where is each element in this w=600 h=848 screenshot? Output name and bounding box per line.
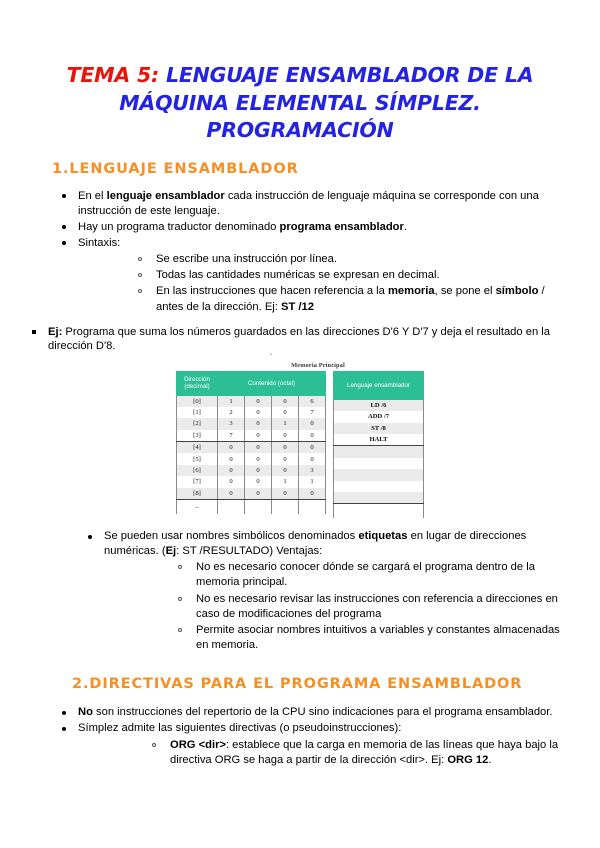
cell-octal-digit: 0 [245,453,272,464]
cell-address: [4] [177,442,218,454]
cell-octal-digit: 7 [218,430,245,442]
cell-assembler [334,492,424,504]
b2-post: . [403,220,407,233]
section-2-heading: 2.DIRECTIVAS PARA EL PROGRAMA ENSAMBLADOR [72,676,523,693]
at-b1-post: en lugar de direcciones numéricas. ( [104,530,527,557]
cell-octal-digit: 0 [245,418,272,429]
table-row [177,418,326,429]
cell-address: [0] [177,395,218,407]
cell-assembler [334,481,424,492]
sub3-bold-simbolo: símbolo [495,285,539,298]
ventaja-3: Permite asociar nombres intuitivos a variables y constantes almacenadas en memoria. [196,623,560,652]
memory-content-table [176,371,326,514]
b1-pre: En el [78,190,107,203]
cell-octal-digit: 0 [245,442,272,454]
cell-octal-digit: 0 [272,453,299,464]
cell-address: [7] [177,476,218,487]
cell-octal-digit: 0 [272,488,299,500]
table-row [177,476,326,487]
assembler-table [333,371,424,519]
table-row [177,407,326,418]
table-row [177,488,326,500]
table-row [334,469,424,480]
header-contenido: Contenido (octal) [218,371,326,395]
table-row [334,446,424,458]
list-item [176,560,560,590]
table-row [334,458,424,469]
cell-assembler: ADD /7 [334,411,424,422]
b1-bold: lenguaje ensamblador [106,190,225,203]
cell-octal-digit: 3 [299,465,326,476]
list-item [60,220,560,235]
ventaja-1: No es necesario conocer dónde se cargará el programa dentro de la memoria principal. [196,561,535,589]
sub3-mid: , se pone el [434,285,496,298]
cell-octal-digit: 0 [245,430,272,442]
list-item [176,623,560,653]
table-row [334,434,424,446]
at-b1-bold-etiquetas: etiquetas [358,530,408,543]
cell-octal-digit [272,500,299,515]
cell-assembler: ST /8 [334,423,424,434]
header-direccion-line2: (decimal) [184,383,210,391]
header-lenguaje-ensamblador: Lenguaje ensamblador [334,371,424,399]
cell-octal-digit: 0 [245,488,272,500]
cell-address: – [177,500,218,515]
list-item [136,268,560,283]
b2-bold: programa ensamblador [279,220,404,233]
cell-octal-digit: 0 [245,476,272,487]
cell-octal-digit: 0 [299,453,326,464]
cell-octal-digit: 2 [218,407,245,418]
at-b1-bold-ej: Ej [165,545,177,557]
cell-octal-digit: 0 [272,465,299,476]
list-item [136,284,560,314]
table-row [177,453,326,464]
cell-octal-digit: 0 [218,442,245,454]
cell-octal-digit: 1 [272,418,299,429]
memory-table-body [177,395,326,514]
memory-table-caption: Memoria Principal [291,361,345,369]
cell-address: [1] [177,407,218,418]
sub3-bold-st12: ST /12 [281,300,314,313]
table-row [177,442,326,454]
list-item [60,236,560,251]
sub2-text: Todas las cantidades numéricas se expresan en decimal. [156,269,440,282]
list-item [136,252,560,267]
s2-b2-text: Símplez admite las siguientes directivas (o pseudoinstrucciones): [78,722,402,735]
sub3-mid2: / antes de la dirección. Ej: [156,285,545,313]
cell-address: [5] [177,453,218,464]
cell-octal-digit: 0 [245,465,272,476]
directivas-sublist [60,738,560,768]
cell-octal-digit [299,500,326,515]
cell-assembler [334,504,424,519]
cell-octal-digit: 1 [218,395,245,407]
s2-b1-post: son instrucciones del repertorio de la CPU sino indicaciones para el programa ensamblador. [92,706,553,719]
cell-octal-digit [245,500,272,515]
table-row [334,504,424,519]
table-header-row [177,371,326,395]
b3-text: Sintaxis: [78,236,121,249]
memory-table-head [177,371,326,395]
example-label: Ej: [48,325,63,338]
table-header-row [334,371,424,399]
header-direccion-line1: Dirección [184,375,210,383]
b1-post: cada instrucción de lenguaje máquina se corresponde con una instrucción de este lenguaje. [78,190,539,217]
sub3-bold-memoria: memoria [387,285,435,298]
table-row [334,399,424,411]
at-b1-post2: : ST /RESULTADO) Ventajas: [176,545,323,557]
cell-octal-digit: 0 [245,395,272,407]
cell-octal-digit: 0 [272,407,299,418]
directive-org-desc: : establece que la carga en memoria de las líneas que haya bajo la directiva ORG se haga a partir de la dirección <dir>. Ej: [170,738,559,766]
title-tema: TEMA 5: [66,63,160,87]
table-row [177,465,326,476]
table-row [334,481,424,492]
s2-b1-bold-no: No [78,706,93,719]
cell-assembler [334,446,424,458]
cell-octal-digit [218,500,245,515]
sub3-pre: En las instrucciones que hacen referencia a la [156,285,388,298]
cell-octal-digit: 0 [299,488,326,500]
cell-octal-digit: 0 [299,442,326,454]
list-item [150,738,560,768]
cell-address: [2] [177,418,218,429]
cell-octal-digit: 0 [218,465,245,476]
example-text: Programa que suma los números guardados en las direcciones D'6 Y D'7 y deja el resultado en la dirección D'8. [48,325,550,353]
cell-octal-digit: 0 [218,476,245,487]
table-row [177,395,326,407]
table-row [177,500,326,515]
header-direccion [177,371,218,395]
section-1-heading: 1.LENGUAJE ENSAMBLADOR [52,161,299,178]
memory-tables-row [176,371,424,519]
cell-address: [6] [177,465,218,476]
at-b1-pre: Se pueden usar nombres simbólicos denominados [104,530,359,543]
section-1-bullet-list [60,189,560,250]
stray-mark: '' [270,353,273,360]
cell-octal-digit: 0 [245,407,272,418]
directive-org-name: ORG <dir> [170,738,226,751]
sub1-text: Se escribe una instrucción por línea. [156,252,337,265]
b2-pre: Hay un programa traductor denominado [78,220,280,233]
title-rest: LENGUAJE ENSAMBLADOR DE LA MÁQUINA ELEMENTAL SÍMPLEZ. PROGRAMACIÓN [119,63,534,143]
table-row [334,492,424,504]
list-item [176,592,560,622]
table-row [334,411,424,422]
cell-octal-digit: 1 [299,476,326,487]
cell-octal-digit: 0 [299,418,326,429]
page-title [0,0,600,145]
cell-assembler [334,458,424,469]
assembler-table-head [334,371,424,399]
cell-octal-digit: 0 [218,488,245,500]
etiquetas-bullet-list [86,529,560,558]
ventaja-2: No es necesario revisar las instrucciones con referencia a direcciones en caso de modificaciones del programa [196,592,558,620]
example-block [0,316,600,354]
section-1-sublist [60,252,560,315]
ventajas-sublist [86,560,560,653]
assembler-table-body [334,399,424,518]
cell-octal-digit: 0 [299,430,326,442]
example-bullet-list [30,325,560,354]
cell-octal-digit: 0 [218,453,245,464]
cell-octal-digit: 0 [272,430,299,442]
cell-assembler: HALT [334,434,424,446]
list-item [60,721,560,736]
list-item [60,189,560,218]
cell-octal-digit: 0 [272,442,299,454]
list-item [60,705,560,720]
cell-octal-digit: 0 [272,395,299,407]
table-row [177,430,326,442]
cell-address: [8] [177,488,218,500]
directive-org-end: . [488,753,492,766]
cell-assembler: LD /6 [334,399,424,411]
cell-octal-digit: 3 [218,418,245,429]
section-2-body [0,692,600,768]
list-item [86,529,560,558]
section-2-bullet-list [60,705,560,736]
cell-address: [3] [177,430,218,442]
list-item [30,325,560,354]
cell-octal-digit: 6 [299,395,326,407]
directive-org-example: ORG 12 [447,753,489,766]
memory-table-block [176,353,424,519]
cell-assembler [334,469,424,480]
table-row [334,423,424,434]
section-1-after-table [0,518,600,653]
section-1-body [0,177,600,315]
cell-octal-digit: 7 [299,407,326,418]
cell-octal-digit: 1 [272,476,299,487]
